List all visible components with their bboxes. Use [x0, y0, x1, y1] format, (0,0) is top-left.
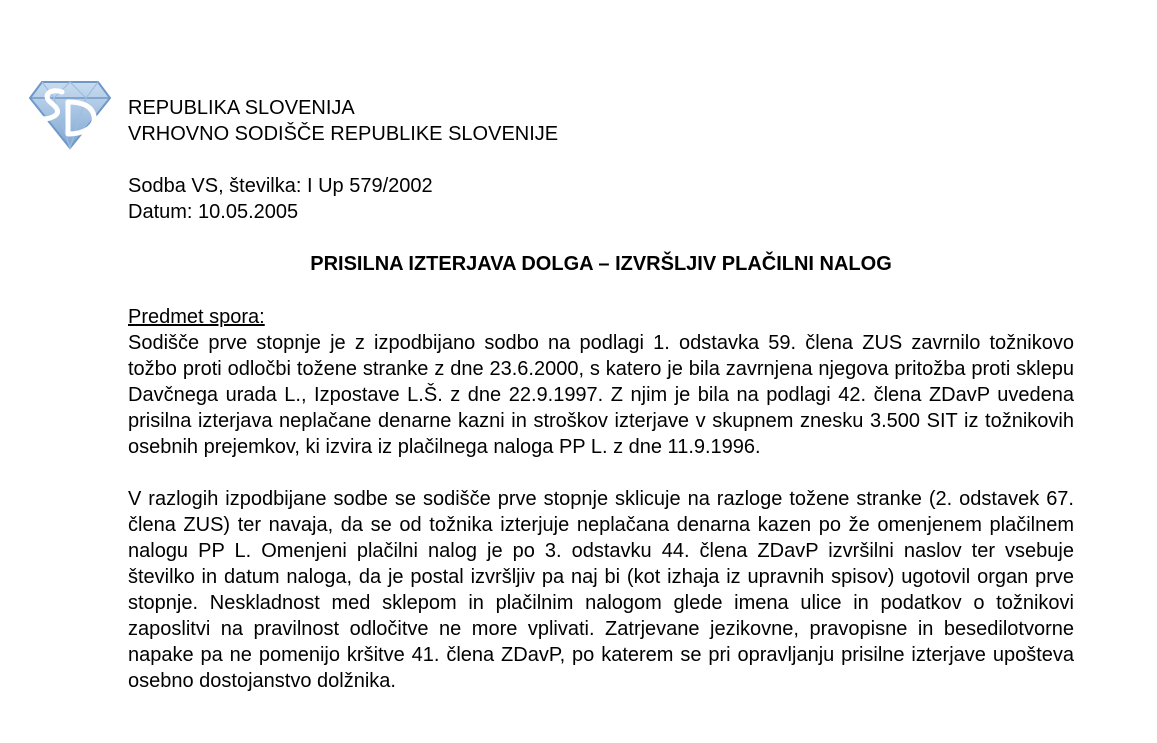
document-title: PRISILNA IZTERJAVA DOLGA – IZVRŠLJIV PLAČILNI NALOG	[310, 253, 892, 275]
paragraph: V razlogih izpodbijane sodbe se sodišče prve stopnje sklicuje na razloge tožene stranke (2. odstavek 67. člena ZUS) ter navaja, da se od tožnika izterjuje neplačana denarna kazen po že omenjenem plačilnem nalogu PP L. Omenjeni plačilni nalog je po 3. odstavku 44. člena ZDavP izvršilni naslov ter vsebuje številko in datum naloga, da je postal izvršljiv pa naj bi (kot izhaja iz upravnih spisov) ugotovil organ prve stopnje. Neskladnost med sklepom in plačilnim nalogom glede imena ulice in podatkov o tožnikovi zaposlitvi na pravilnost odločitve ne more vplivati. Zatrjevane jezikovne, pravopisne in besedilotvorne napake pa ne pomenijo kršitve 41. člena ZDavP, po katerem se pri opravljanju prisilne izterjave upošteva osebno dostojanstvo dolžnika.	[128, 488, 1074, 692]
court-header	[128, 95, 558, 147]
court-emblem-icon	[28, 76, 112, 150]
case-number: Sodba VS, številka: I Up 579/2002	[128, 175, 433, 197]
section-heading: Predmet spora:	[128, 306, 265, 328]
case-info	[128, 173, 433, 225]
case-date: Datum: 10.05.2005	[128, 201, 299, 223]
court-name: VRHOVNO SODIŠČE REPUBLIKE SLOVENIJE	[128, 123, 559, 145]
country-name: REPUBLIKA SLOVENIJA	[128, 97, 355, 119]
paragraph: Sodišče prve stopnje je z izpodbijano sodbo na podlagi 1. odstavka 59. člena ZUS zavrnilo tožnikovo tožbo proti odločbi tožene stranke z dne 23.6.2000, s katero je bila zavrnjena njegova pritožba proti sklepu Davčnega urada L., Izpostave L.Š. z dne 22.9.1997. Z njim je bila na podlagi 42. člena ZDavP uvedena prisilna izterjava neplačane denarne kazni in stroškov izterjave v skupnem znesku 3.500 SIT iz tožnikovih osebnih prejemkov, ki izvira iz plačilnega naloga PP L. z dne 11.9.1996.	[128, 332, 1074, 458]
document-body	[128, 304, 1074, 694]
